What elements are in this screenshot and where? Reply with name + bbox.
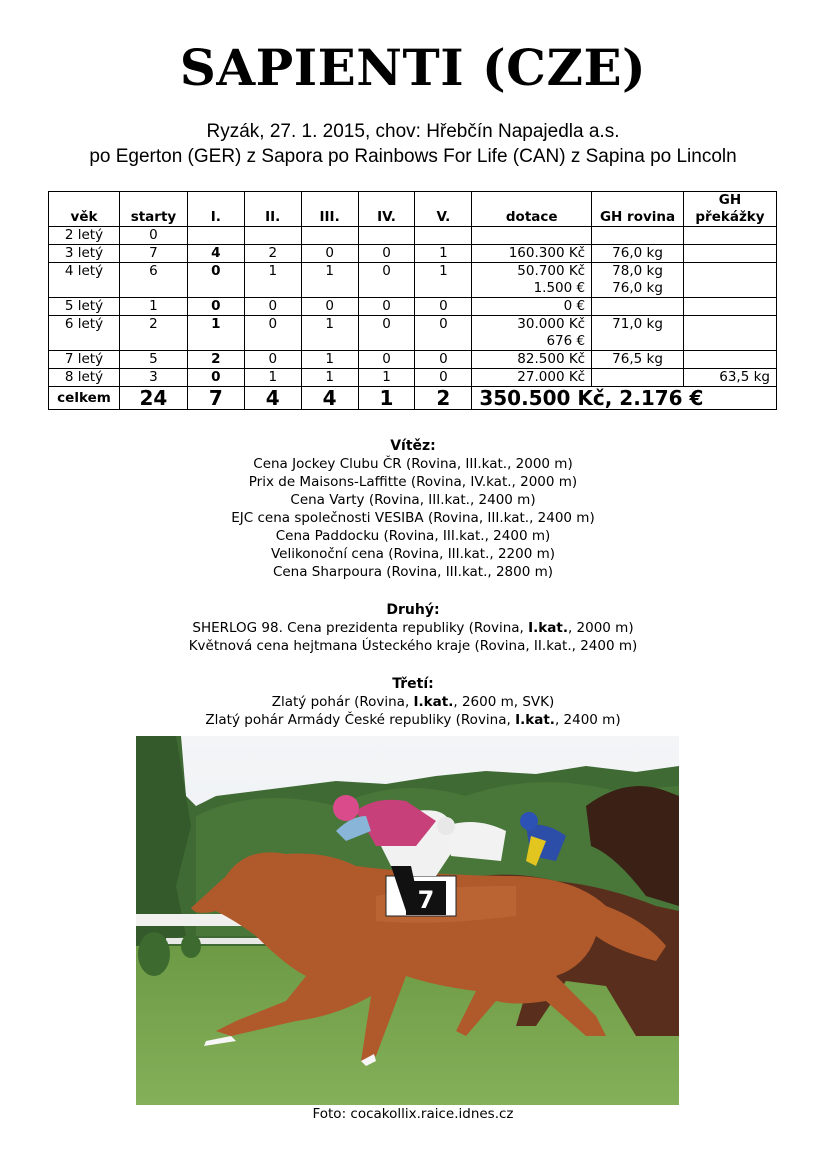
- prize-value: 50.700 Kč: [517, 263, 586, 279]
- starts-cell: 7: [119, 245, 187, 263]
- total-second: 4: [244, 387, 301, 410]
- third-cell: 0: [301, 245, 358, 263]
- winner-list: [0, 455, 826, 581]
- first-cell: [187, 227, 244, 245]
- gh-flat-cell: [592, 316, 684, 351]
- race-category: I.kat.: [528, 620, 568, 636]
- third-cell: 0: [301, 298, 358, 316]
- winner-heading: Vítěz:: [390, 438, 436, 454]
- prize-value: 0 €: [563, 298, 586, 314]
- age-cell: 3 letý: [49, 245, 120, 263]
- list-item: EJC cena společnosti VESIBA (Rovina, III.kat., 2400 m): [231, 510, 595, 526]
- table-row: [49, 245, 777, 263]
- gh-flat-value: 78,0 kg: [612, 263, 663, 279]
- first-cell: 0: [187, 298, 244, 316]
- prize-value: 82.500 Kč: [517, 351, 586, 367]
- photo-credit: Foto: cocakollix.raice.idnes.cz: [312, 1106, 514, 1122]
- fifth-cell: 1: [415, 245, 472, 263]
- list-item: Cena Jockey Clubu ČR (Rovina, III.kat., 2000 m): [253, 456, 573, 472]
- gh-flat-value-secondary: 76,0 kg: [612, 280, 663, 296]
- list-item: [0, 711, 826, 729]
- starts-cell: 6: [119, 263, 187, 298]
- header-fifth: V.: [415, 192, 472, 227]
- fifth-cell: 0: [415, 369, 472, 387]
- fourth-cell: 0: [358, 316, 415, 351]
- fourth-cell: 0: [358, 263, 415, 298]
- total-first: 7: [187, 387, 244, 410]
- third-heading: Třetí:: [392, 676, 434, 692]
- prize-cell: [472, 227, 592, 245]
- second-cell: 1: [244, 369, 301, 387]
- list-item: Velikonoční cena (Rovina, III.kat., 2200 m): [270, 546, 556, 562]
- race-photo: [136, 736, 679, 1105]
- race-text: Zlatý pohár (Rovina,: [271, 694, 414, 710]
- prize-cell: [472, 298, 592, 316]
- race-text: Květnová cena hejtmana Ústeckého kraje (Rovina, II.kat., 2400 m): [188, 638, 638, 654]
- header-fourth: IV.: [358, 192, 415, 227]
- race-text: SHERLOG 98. Cena prezidenta republiky (Rovina,: [192, 620, 529, 636]
- age-cell: 8 letý: [49, 369, 120, 387]
- gh-jump-cell: 63,5 kg: [683, 369, 776, 387]
- header-second: II.: [244, 192, 301, 227]
- gh-jump-cell: [683, 316, 776, 351]
- fifth-cell: [415, 227, 472, 245]
- gh-flat-cell: [592, 263, 684, 298]
- total-third: 4: [301, 387, 358, 410]
- fourth-cell: 0: [358, 245, 415, 263]
- gh-flat-cell: [592, 245, 684, 263]
- list-item: [0, 619, 826, 637]
- gh-jump-cell: [683, 298, 776, 316]
- table-row: [49, 316, 777, 351]
- race-text: , 2600 m, SVK): [453, 694, 555, 710]
- starts-cell: 0: [119, 227, 187, 245]
- fourth-cell: 0: [358, 351, 415, 369]
- header-third: III.: [301, 192, 358, 227]
- second-heading: Druhý:: [386, 602, 440, 618]
- list-item: Cena Varty (Rovina, III.kat., 2400 m): [290, 492, 536, 508]
- prize-cell: [472, 369, 592, 387]
- fifth-cell: 0: [415, 316, 472, 351]
- third-cell: 1: [301, 263, 358, 298]
- first-cell: 1: [187, 316, 244, 351]
- first-cell: 2: [187, 351, 244, 369]
- prize-cell: [472, 316, 592, 351]
- third-cell: 1: [301, 369, 358, 387]
- total-prize: 350.500 Kč, 2.176 €: [472, 387, 777, 410]
- pedigree: po Egerton (GER) z Sapora po Rainbows For Life (CAN) z Sapina po Lincoln: [89, 146, 737, 167]
- prize-cell: [472, 351, 592, 369]
- fifth-cell: 0: [415, 351, 472, 369]
- header-prize: dotace: [472, 192, 592, 227]
- gh-flat-cell: [592, 227, 684, 245]
- total-fourth: 1: [358, 387, 415, 410]
- horse-race-illustration: [136, 736, 679, 1105]
- gh-jump-cell: [683, 245, 776, 263]
- list-item: Cena Paddocku (Rovina, III.kat., 2400 m): [275, 528, 551, 544]
- table-row: [49, 351, 777, 369]
- age-cell: 7 letý: [49, 351, 120, 369]
- starts-cell: 5: [119, 351, 187, 369]
- gh-flat-value: 76,5 kg: [612, 351, 663, 367]
- header-starts: starty: [119, 192, 187, 227]
- second-cell: [244, 227, 301, 245]
- table-row: [49, 298, 777, 316]
- second-section: [0, 601, 826, 655]
- fourth-cell: 1: [358, 369, 415, 387]
- second-cell: 1: [244, 263, 301, 298]
- third-list: [0, 693, 826, 729]
- second-cell: 0: [244, 298, 301, 316]
- horse-info: Ryzák, 27. 1. 2015, chov: Hřebčín Napajedla a.s.: [206, 121, 620, 142]
- list-item: [0, 637, 826, 655]
- second-cell: 0: [244, 351, 301, 369]
- prize-value: 160.300 Kč: [508, 245, 586, 261]
- prize-value-secondary: 1.500 €: [533, 280, 586, 296]
- total-label: celkem: [49, 387, 120, 410]
- third-section: [0, 675, 826, 729]
- gh-flat-cell: [592, 369, 684, 387]
- age-cell: 2 letý: [49, 227, 120, 245]
- career-stats-table: [48, 191, 777, 410]
- gh-flat-cell: [592, 351, 684, 369]
- header-age: věk: [49, 192, 120, 227]
- first-cell: 4: [187, 245, 244, 263]
- table-header-row: [49, 192, 777, 227]
- starts-cell: 3: [119, 369, 187, 387]
- gh-jump-cell: [683, 351, 776, 369]
- winner-section: [0, 437, 826, 581]
- fourth-cell: [358, 227, 415, 245]
- race-text: , 2400 m): [554, 712, 621, 728]
- first-cell: 0: [187, 263, 244, 298]
- fifth-cell: 1: [415, 263, 472, 298]
- age-cell: 6 letý: [49, 316, 120, 351]
- prize-value-secondary: 676 €: [546, 333, 586, 349]
- race-category: I.kat.: [413, 694, 454, 710]
- race-text: Zlatý pohár Armády České republiky (Rovina,: [205, 712, 516, 728]
- gh-jump-cell: [683, 227, 776, 245]
- second-list: [0, 619, 826, 655]
- table-row: [49, 263, 777, 298]
- prize-cell: [472, 245, 592, 263]
- starts-cell: 2: [119, 316, 187, 351]
- total-fifth: 2: [415, 387, 472, 410]
- fifth-cell: 0: [415, 298, 472, 316]
- first-cell: 0: [187, 369, 244, 387]
- gh-flat-value: 71,0 kg: [612, 316, 663, 332]
- total-starts: 24: [119, 387, 187, 410]
- header-gh-jump: GH překážky: [683, 192, 776, 227]
- gh-jump-cell: [683, 263, 776, 298]
- page-title: SAPIENTI (CZE): [179, 38, 647, 97]
- prize-value: 27.000 Kč: [517, 369, 586, 385]
- table-row: [49, 227, 777, 245]
- table-total-row: [49, 387, 777, 410]
- fourth-cell: 0: [358, 298, 415, 316]
- prize-cell: [472, 263, 592, 298]
- starts-cell: 1: [119, 298, 187, 316]
- gh-flat-cell: [592, 298, 684, 316]
- second-cell: 0: [244, 316, 301, 351]
- list-item: [0, 693, 826, 711]
- third-cell: [301, 227, 358, 245]
- header-first: I.: [187, 192, 244, 227]
- second-cell: 2: [244, 245, 301, 263]
- age-cell: 5 letý: [49, 298, 120, 316]
- list-item: Cena Sharpoura (Rovina, III.kat., 2800 m): [272, 564, 554, 580]
- third-cell: 1: [301, 351, 358, 369]
- table-row: [49, 369, 777, 387]
- race-text: , 2000 m): [567, 620, 634, 636]
- saddle-number: 7: [417, 886, 435, 914]
- third-cell: 1: [301, 316, 358, 351]
- prize-value: 30.000 Kč: [517, 316, 586, 332]
- gh-flat-value: 76,0 kg: [612, 245, 663, 261]
- age-cell: 4 letý: [49, 263, 120, 298]
- header-gh-flat: GH rovina: [592, 192, 684, 227]
- race-category: I.kat.: [515, 712, 555, 728]
- list-item: Prix de Maisons-Laffitte (Rovina, IV.kat., 2000 m): [248, 474, 578, 490]
